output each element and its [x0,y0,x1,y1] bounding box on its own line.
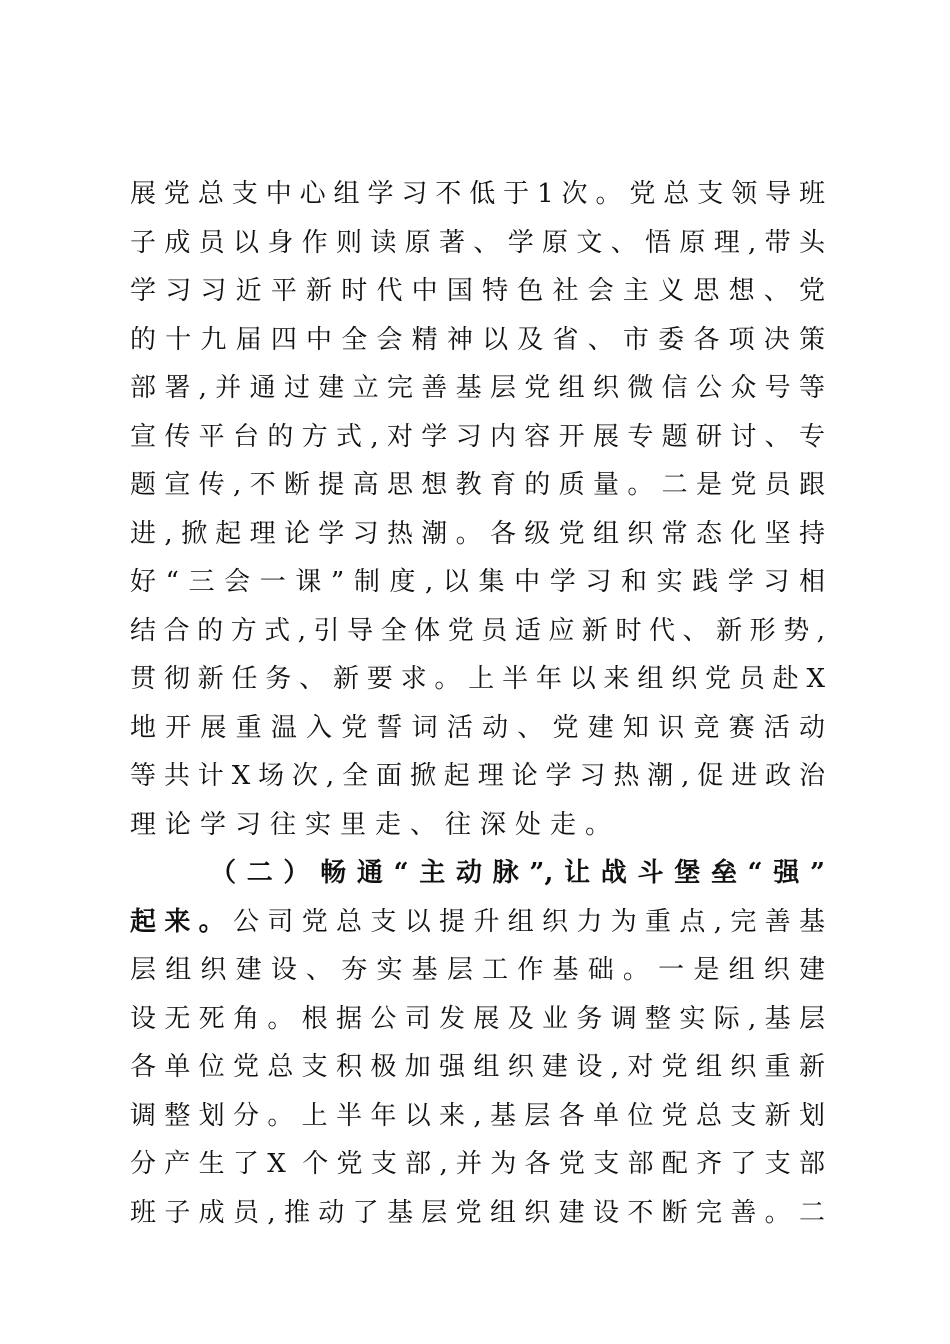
paragraph-line: 分产生了X 个党支部,并为各党支部配齐了支部 [130,1149,825,1179]
paragraph-line: 设无死角。根据公司发展及业务调整实际,基层 [130,1003,825,1034]
paragraph-line: 地开展重温入党誓词活动、党建知识竞赛活动 [130,712,825,743]
paragraph-line: 好“三会一课”制度,以集中学习和实践学习相 [130,567,825,597]
paragraph-line: 贯彻新任务、新要求。上半年以来组织党员赴X [130,664,825,694]
paragraph-line: 宣传平台的方式,对学习内容开展专题研讨、专 [130,421,825,452]
paragraph-line: 结合的方式,引导全体党员适应新时代、新形势, [130,615,825,646]
section-heading-continuation [130,898,825,947]
paragraph-line: 展党总支中心组学习不低于1次。党总支领导班 [130,179,825,209]
section-heading-end: 起来。 [130,906,234,937]
paragraph-line: 学习习近平新时代中国特色社会主义思想、党 [130,276,825,306]
paragraph-line: 题宣传,不断提高思想教育的质量。二是党员跟 [130,470,825,500]
paragraph-line: 层组织建设、夯实基层工作基础。一是组织建 [130,955,825,985]
paragraph-line: 等共计X场次,全面掀起理论学习热潮,促进政治 [130,761,825,791]
section-lead-text: 公司党总支以提升组织力为重点,完善基 [233,906,825,937]
paragraph-line: 的十九届四中全会精神以及省、市委各项决策 [130,324,825,355]
document-body [130,170,825,1237]
paragraph-line: 班子成员,推动了基层党组织建设不断完善。二 [130,1197,825,1228]
paragraph-line: 调整划分。上半年以来,基层各单位党总支新划 [130,1100,825,1131]
paragraph-line: 进,掀起理论学习热潮。各级党组织常态化坚持 [130,518,825,549]
section-heading: （二）畅通“主动脉”,让战斗堡垒“强” [210,858,825,888]
paragraph-line: 子成员以身作则读原著、学原文、悟原理,带头 [130,227,825,258]
paragraph-line: 各单位党总支积极加强组织建设,对党组织重新 [130,1052,825,1082]
paragraph-line: 理论学习往实里走、往深处走。 [130,809,621,840]
paragraph-line: 部署,并通过建立完善基层党组织微信公众号等 [130,373,825,403]
